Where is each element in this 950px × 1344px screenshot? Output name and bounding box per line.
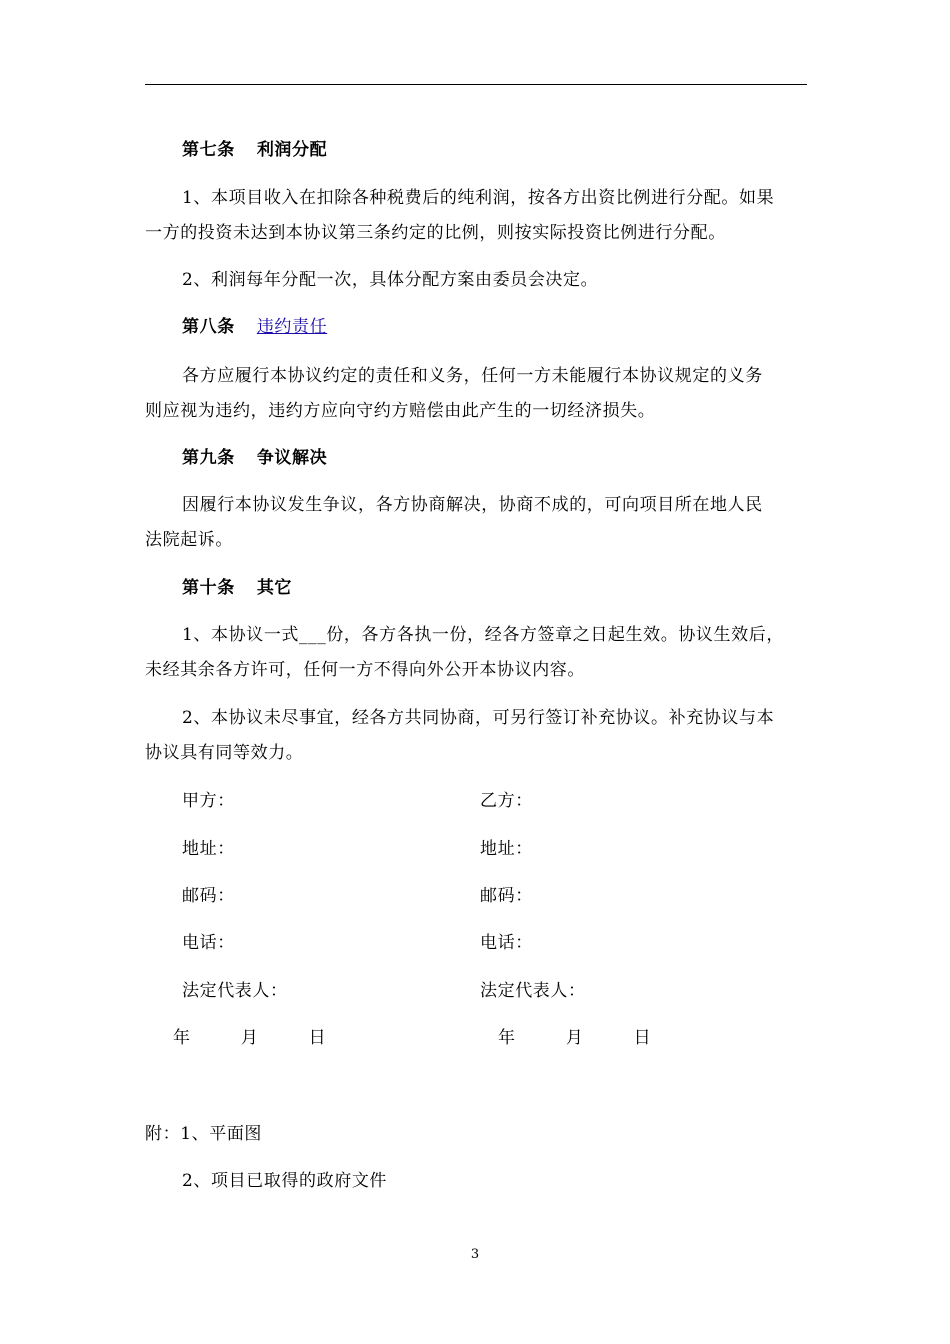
article7-title: 利润分配 (256, 140, 328, 160)
attachment-item-2: 2、项目已取得的政府文件 (182, 1171, 388, 1191)
party-b-date (498, 1027, 651, 1049)
article10-heading (182, 577, 292, 599)
article8-title-link[interactable]: 违约责任 (256, 317, 328, 337)
article10-title: 其它 (256, 578, 293, 598)
party-a-name-label: 甲方： (182, 791, 235, 811)
article7-heading (182, 139, 327, 161)
attachment-item-1: 附：1、平面图 (145, 1124, 263, 1144)
party-a-date-month: 月 (240, 1028, 258, 1048)
party-a-date-year: 年 (173, 1028, 190, 1048)
party-b-phone-label: 电话： (480, 933, 533, 953)
party-a-postcode-label: 邮码： (182, 886, 235, 906)
party-a-rep-label: 法定代表人： (182, 981, 288, 1001)
article8-heading (182, 316, 327, 338)
party-b-date-year: 年 (498, 1028, 515, 1048)
article7-p1-line2: 一方的投资未达到本协议第三条约定的比例，则按实际投资比例进行分配。 (145, 223, 726, 243)
party-b-date-day: 日 (633, 1028, 651, 1048)
article10-p2-line2: 协议具有同等效力。 (145, 743, 304, 763)
article7-number: 第七条 (182, 140, 235, 160)
article7-p1-line1: 1、本项目收入在扣除各种税费后的纯利润，按各方出资比例进行分配。如果 (182, 188, 775, 208)
page-number: 3 (470, 1247, 480, 1262)
party-b-name-label: 乙方： (480, 791, 533, 811)
article10-p1-line2: 未经其余各方许可，任何一方不得向外公开本协议内容。 (145, 660, 585, 680)
party-b-address-label: 地址： (480, 839, 533, 859)
article9-p1-line2: 法院起诉。 (145, 530, 233, 550)
party-a-address-label: 地址： (182, 839, 235, 859)
article9-title: 争议解决 (256, 448, 328, 468)
article9-p1-line1: 因履行本协议发生争议，各方协商解决，协商不成的，可向项目所在地人民 (182, 495, 763, 515)
party-a-date (173, 1027, 326, 1049)
article8-p1-line1: 各方应履行本协议约定的责任和义务，任何一方未能履行本协议规定的义务 (182, 366, 763, 386)
party-b-postcode-label: 邮码： (480, 886, 533, 906)
party-a-date-day: 日 (308, 1028, 326, 1048)
article10-number: 第十条 (182, 578, 235, 598)
article9-heading (182, 447, 327, 469)
party-b-rep-label: 法定代表人： (480, 981, 586, 1001)
article8-number: 第八条 (182, 317, 235, 337)
header-rule (145, 84, 807, 85)
article10-p1-line1: 1、本协议一式___份，各方各执一份，经各方签章之日起生效。协议生效后， (182, 625, 784, 645)
article10-p2-line1: 2、本协议未尽事宜，经各方共同协商，可另行签订补充协议。补充协议与本 (182, 708, 775, 728)
article8-p1-line2: 则应视为违约，违约方应向守约方赔偿由此产生的一切经济损失。 (145, 401, 656, 421)
party-b-date-month: 月 (565, 1028, 583, 1048)
party-a-phone-label: 电话： (182, 933, 235, 953)
article9-number: 第九条 (182, 448, 235, 468)
article7-p2: 2、利润每年分配一次，具体分配方案由委员会决定。 (182, 270, 599, 290)
